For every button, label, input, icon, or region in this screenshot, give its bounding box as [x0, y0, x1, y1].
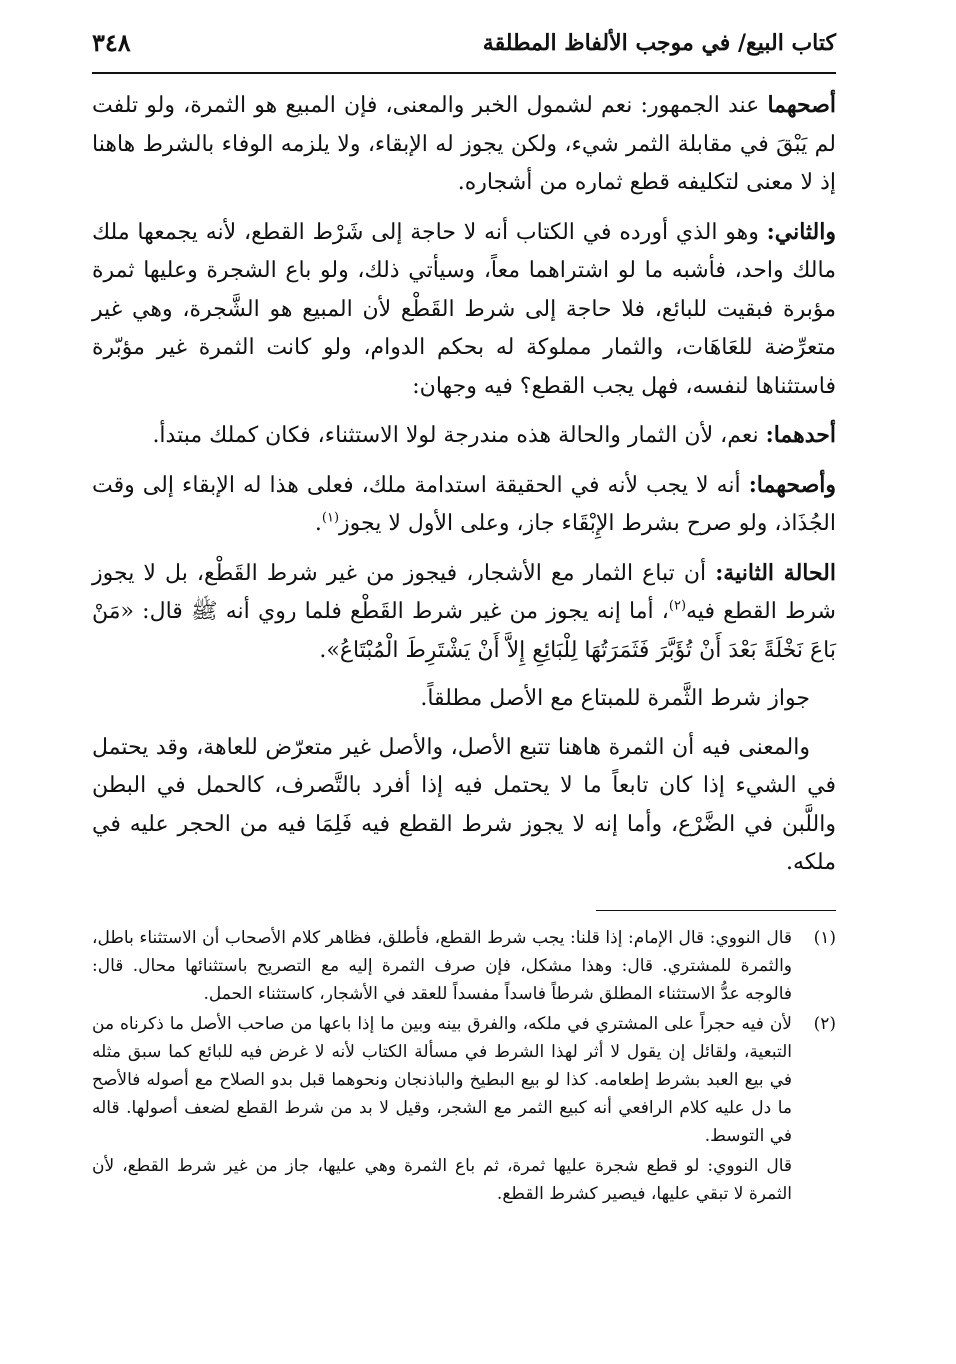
paragraph-5-text: أن تباع الثمار مع الأشجار، فيجوز من غير شرط القَطْع، بل لا يجوز شرط القطع فيه: [92, 560, 836, 624]
main-text: [92, 86, 836, 893]
paragraph-1-text: عند الجمهور: نعم لشمول الخبر والمعنى، فإن المبيع هو الثمرة، ولو تلفت لم يَبْقَ في مقابلة الثمر شيء، ولكن يجوز له الإبقاء، ولا يلزمه الوفاء بالشرط هاهنا إذ لا معنى لتكليفه قطع ثماره من أشجاره.: [92, 93, 836, 195]
paragraph-4: [92, 466, 836, 544]
footnote-1: [92, 924, 836, 1008]
paragraph-4-text: أنه لا يجب لأنه في الحقيقة استدامة ملك، فعلى هذا له الإبقاء إلى وقت الجُذَاذ، ولو صرح بشرط الإِبْقَاء جاز، وعلى الأول لا يجوز: [92, 472, 836, 536]
paragraph-6: جواز شرط الثَّمرة للمبتاع مع الأصل مطلقاً.: [420, 686, 810, 711]
footnotes: [92, 924, 836, 1208]
footnote-ref-1[interactable]: (١): [321, 510, 340, 526]
footnote-2-continuation: قال النووي: لو قطع شجرة عليها ثمرة، ثم باع الثمرة وهي عليها، جاز من غير شرط القطع، لأن الثمرة لا تبقي عليها، فيصير كشرط القطع.: [92, 1156, 792, 1204]
page-number: ٣٤٨: [92, 28, 131, 57]
paragraph-5-rest: ، أما إنه يجوز من غير شرط القَطْع فلما روي أنه ﷺ قال: «مَنْ بَاعَ نَخْلَةً بَعْدَ أَنْ تُؤَبَّرَ فَثَمَرَتُهَا لِلْبَائِعِ إِلاَّ أَنْ يَشْتَرِطَ الْمُبْتَاعُ».: [92, 599, 836, 663]
term-second-case: الحالة الثانية:: [715, 559, 836, 586]
paragraph-3: [92, 416, 836, 456]
footnote-2-number: (٢): [813, 1014, 836, 1034]
paragraph-2-text: وهو الذي أورده في الكتاب أنه لا حاجة إلى شَرْط القطع، لأنه يجمعها ملك مالك واحد، فأشبه ما لو اشتراهما معاً، وسيأتي ذلك، ولو باع الشجرة وعليها ثمرة مؤبرة فبقيت للبائع، فلا حاجة إلى شرط القَطْع لأن المبيع هو الشَّجرة، وهي غير متعرِّضة للعَاهَات، والثمار مملوكة له بحكم الدوام، ولو كانت الثمرة غير مؤبّرة فاستثناها لنفسه، فهل يجب القطع؟ فيه وجهان:: [92, 219, 836, 399]
paragraph-3-text: نعم، لأن الثمار والحالة هذه مندرجة لولا الاستثناء، فكان كملك مبتدأ.: [152, 423, 766, 448]
paragraph-1: [92, 86, 836, 203]
term-correct-view: وأصحهما:: [748, 471, 836, 498]
footnote-2-text: لأن فيه حجراً على المشتري في ملكه، والفرق بينه وبين ما إذا باعها من صاحب الأصل ما ذكرناه من التبعية، ولقائل إن يقول لا أثر لهذا الشرط في مسألة الكتاب لأنه لا غرض فيه للبائع كما سبق مثله في بيع العبد بشرط إطعامه. كذا لو بيع البطيخ والباذنجان ونحوهما قبل بدو الصلاح مع أصوله فالأصح ما دل عليه كلام الرافعي أنه كبيع الثمر مع الشجر، وقيل لا بد من شرط القطع لضعف أصولها. قاله في التوسط.: [92, 1014, 792, 1146]
paragraph-2: [92, 213, 836, 407]
term-second: والثاني:: [766, 218, 836, 245]
header-title: كتاب البيع/ في موجب الألفاظ المطلقة: [482, 30, 836, 56]
header-divider: [92, 72, 836, 74]
paragraph-4-end: .: [314, 511, 322, 536]
footnote-2: [92, 1010, 836, 1150]
paragraph-5: [92, 554, 836, 671]
footnote-1-number: (١): [813, 928, 836, 948]
footnote-ref-2[interactable]: (٢): [668, 598, 687, 614]
term-first-view: أحدهما:: [765, 422, 836, 448]
footnote-1-text: قال النووي: قال الإمام: إذا قلنا: يجب شرط القطع، فأطلق، فظاهر كلام الأصحاب أن الاستثناء باطل، والثمرة للمشتري. قال: وهذا مشكل، فإن صرف الثمرة إليه مع التصريح باستثنائها محال. قال: فالوجه عدُّ الاستثناء المطلق شرطاً فاسداً مفسداً للعقد في الأشجار، كاستثناء الحمل.: [92, 928, 792, 1004]
paragraph-7: والمعنى فيه أن الثمرة هاهنا تتبع الأصل، والأصل غير متعرّض للعاهة، وقد يحتمل في الشيء إذا كان تابعاً ما لا يحتمل فيه إذا أفرد بالتَّصرف، كالحمل في البطن واللَّبن في الضَّرْع، وأما إنه لا يجوز شرط القطع فيه فَلِمَا فيه من الحجر عليه في ملكه.: [92, 734, 836, 875]
term-ashahuma: أصحهما: [767, 92, 836, 118]
footnote-divider: [596, 910, 836, 911]
running-header: [92, 26, 836, 70]
